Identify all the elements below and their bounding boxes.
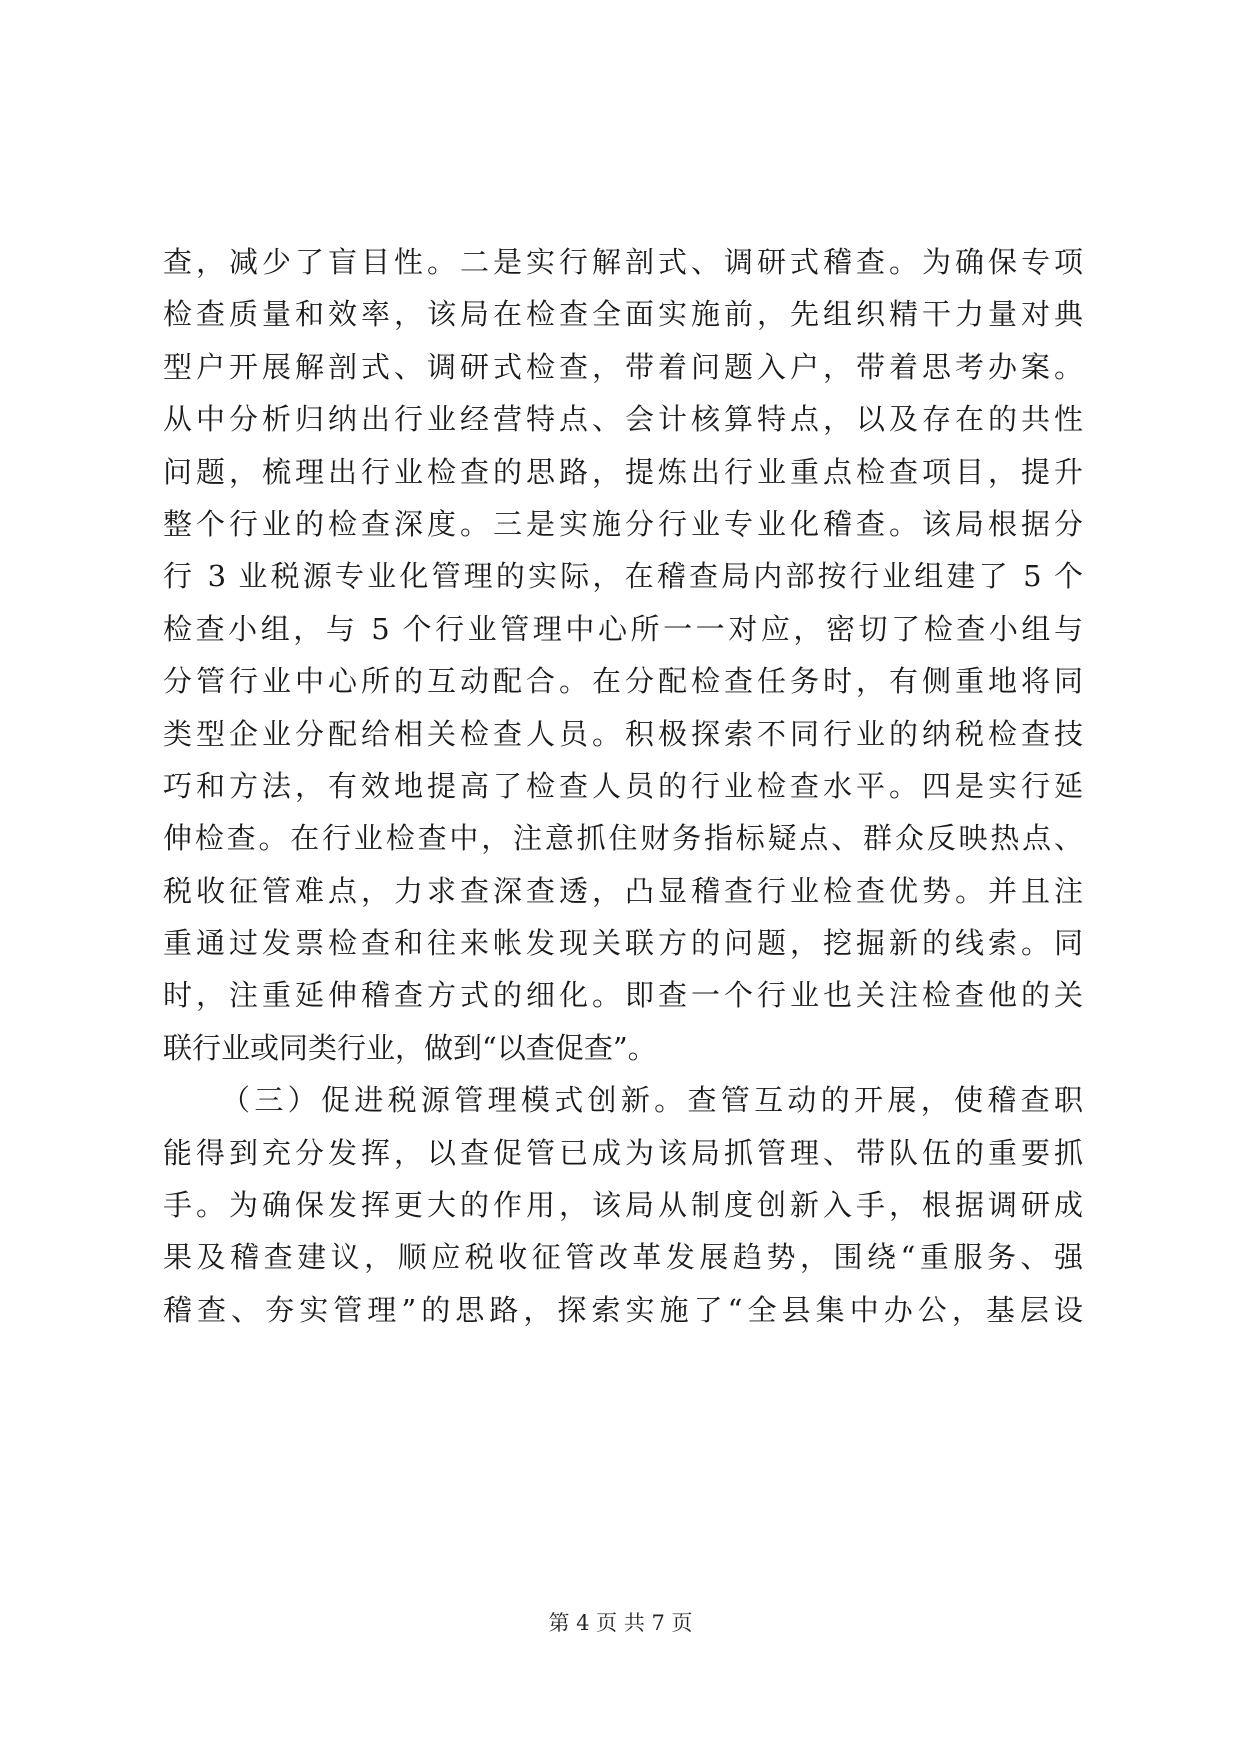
page-number-footer: 第 4 页 共 7 页 xyxy=(548,1611,693,1635)
text-line: 巧和方法，有效地提高了检查人员的行业检查水平。四是实行延 xyxy=(163,768,1083,803)
text-line: 从中分析归纳出行业经营特点、会计核算特点，以及存在的共性 xyxy=(163,402,1083,437)
text-line: 检查小组，与 5 个行业管理中心所一一对应，密切了检查小组与 xyxy=(163,611,1083,646)
text-line: 分管行业中心所的互动配合。在分配检查任务时，有侧重地将同 xyxy=(163,664,1083,699)
body-text xyxy=(163,236,1083,1336)
text-line: 联行业或同类行业，做到“以查促查”。 xyxy=(163,1030,657,1065)
text-line: 问题，梳理出行业检查的思路，提炼出行业重点检查项目，提升 xyxy=(163,454,1083,489)
paragraph-start-line: （三）促进税源管理模式创新。查管互动的开展，使稽查职 xyxy=(221,1083,1083,1118)
text-line: 型户开展解剖式、调研式检查，带着问题入户，带着思考办案。 xyxy=(163,349,1083,384)
text-line: 伸检查。在行业检查中，注意抓住财务指标疑点、群众反映热点、 xyxy=(163,821,1083,856)
text-line: 能得到充分发挥，以查促管已成为该局抓管理、带队伍的重要抓 xyxy=(163,1135,1083,1170)
text-line: 税收征管难点，力求查深查透，凸显稽查行业检查优势。并且注 xyxy=(163,873,1083,908)
text-line: 类型企业分配给相关检查人员。积极探索不同行业的纳税检查技 xyxy=(163,716,1083,751)
text-line: 手。为确保发挥更大的作用，该局从制度创新入手，根据调研成 xyxy=(163,1188,1083,1223)
text-line: 时，注重延伸稽查方式的细化。即查一个行业也关注检查他的关 xyxy=(163,978,1083,1013)
text-line: 检查质量和效率，该局在检查全面实施前，先组织精干力量对典 xyxy=(163,297,1083,332)
text-line: 查，减少了盲目性。二是实行解剖式、调研式稽查。为确保专项 xyxy=(163,245,1083,279)
text-line: 整个行业的检查深度。三是实施分行业专业化稽查。该局根据分 xyxy=(163,506,1083,541)
text-line: 重通过发票检查和往来帐发现关联方的问题，挖掘新的线索。同 xyxy=(163,926,1083,961)
text-line: 果及稽查建议，顺应税收征管改革发展趋势，围绕“重服务、强 xyxy=(163,1240,1083,1275)
text-line: 稽查、夯实管理”的思路，探索实施了“全县集中办公，基层设 xyxy=(163,1292,1083,1327)
text-line: 行 3 业税源专业化管理的实际，在稽查局内部按行业组建了 5 个 xyxy=(163,559,1083,594)
